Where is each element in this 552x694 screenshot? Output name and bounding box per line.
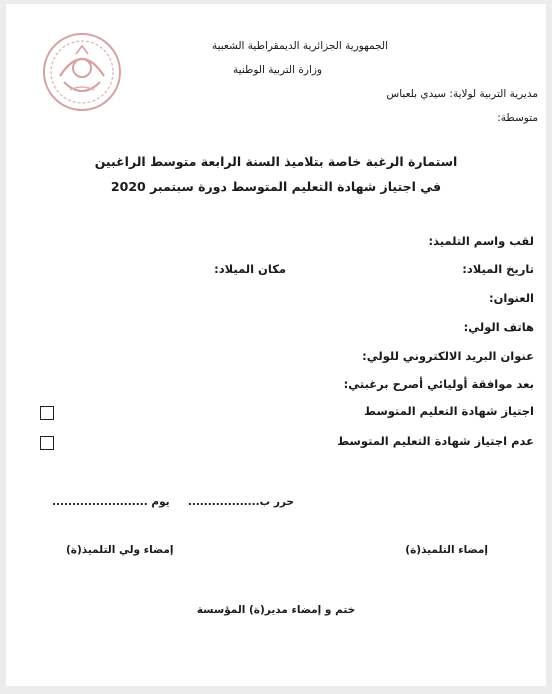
header-directorate: مديرية التربية لولاية: سيدي بلعباس — [386, 88, 538, 100]
form-title-line1: استمارة الرغبة خاصة بتلاميذ السنة الرابعة متوسط الراغبين — [94, 154, 458, 169]
director-stamp-signature: ختم و إمضاء مدير(ة) المؤسسة — [196, 604, 356, 616]
header-republic: الجمهورية الجزائرية الديمقراطية الشعبية — [211, 40, 388, 52]
field-guardian-phone: هاتف الولي: — [463, 320, 534, 334]
written-at-line: حرر ب.................. — [187, 496, 294, 508]
form-title-line2: في اجتياز شهادة التعليم المتوسط دورة سبتمبر 2020 — [110, 179, 442, 194]
option-take-exam-label: اجتياز شهادة التعليم المتوسط — [364, 404, 534, 418]
option-take-exam-checkbox[interactable] — [40, 406, 54, 420]
field-birth-place: مكان الميلاد: — [214, 262, 286, 276]
field-birth-date: تاريخ الميلاد: — [462, 262, 534, 276]
field-student-name: لقب واسم التلميذ: — [428, 234, 534, 248]
field-address: العنوان: — [488, 291, 534, 305]
option-not-take-exam-checkbox[interactable] — [40, 436, 54, 450]
option-not-take-exam[interactable] — [337, 434, 534, 448]
guardian-signature: إمضاء ولي التلميذ(ة) — [66, 544, 174, 556]
option-not-take-exam-label: عدم اجتياز شهادة التعليم المتوسط — [337, 434, 534, 448]
consent-statement: بعد موافقة أوليائي أصرح برغبتي: — [343, 377, 534, 391]
student-signature: إمضاء التلميذ(ة) — [405, 544, 488, 556]
header-ministry: وزارة التربية الوطنية — [233, 64, 322, 76]
form-page — [6, 4, 546, 686]
option-take-exam[interactable] — [364, 404, 534, 418]
algeria-emblem-seal — [40, 30, 124, 114]
header-school: متوسطة: — [497, 112, 538, 124]
day-line: يوم ........................ — [52, 496, 170, 508]
field-guardian-email: عنوان البريد الالكتروني للولي: — [362, 349, 534, 363]
